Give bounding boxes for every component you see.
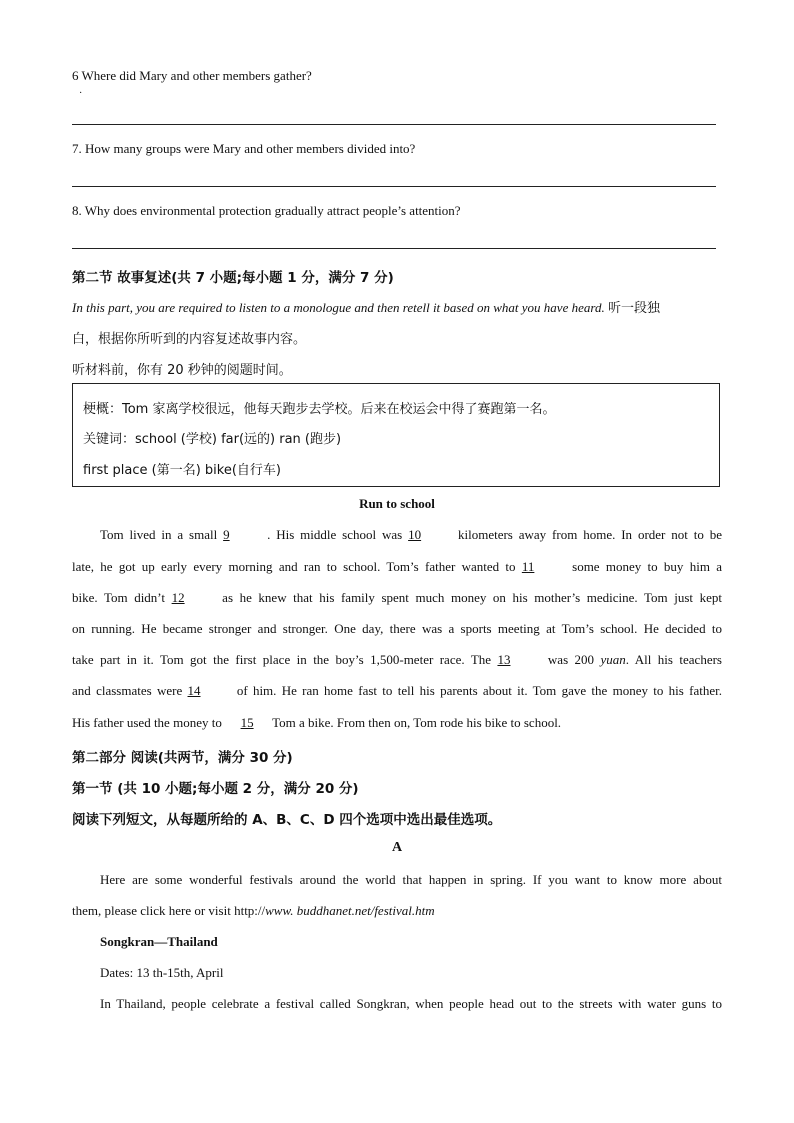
instruction-en: In this part, you are required to listen to a monologue and then retell it based on what you have heard. — [72, 300, 605, 315]
blank-15[interactable]: 15 — [240, 715, 254, 730]
story-line-7: His father used the money to 15 Tom a bike. From then on, Tom rode his bike to school. — [72, 715, 562, 730]
part2-subheading: 第一节 (共 10 小题;每小题 2 分，满分 20 分) — [72, 781, 359, 797]
part2-heading: 第二部分 阅读(共两节，满分 30 分) — [72, 750, 293, 766]
story-line-6: and classmates were 14 of him. He ran home fast to tell his parents about it. Tom gave the money to his father. — [72, 683, 722, 698]
story-title: Run to school — [359, 496, 435, 511]
answer-line-7[interactable] — [72, 186, 716, 187]
keywords-line-1: 关键词：school (学校) far(远的) ran (跑步) — [83, 432, 342, 447]
part2-instruction: 阅读下列短文，从每题所给的 A、B、C、D 四个选项中选出最佳选项。 — [72, 812, 502, 828]
festival-dates: Dates: 13 th-15th, April — [100, 965, 224, 980]
festival-name: Songkran—Thailand — [100, 934, 218, 949]
blank-14[interactable]: 14 — [187, 683, 201, 698]
question-7: 7. How many groups were Mary and other members divided into? — [72, 141, 416, 156]
intro-line-1: Here are some wonderful festivals around the world that happen in spring. If you want to know more about — [100, 872, 722, 887]
question-8: 8. Why does environmental protection gradually attract people’s attention? — [72, 203, 461, 218]
answer-line-6[interactable] — [72, 124, 716, 125]
question-6: 6 Where did Mary and other members gather? — [72, 68, 312, 83]
instruction-line-1 — [72, 297, 660, 316]
section-heading: 第二节 故事复述(共 7 小题;每小题 1 分，满分 7 分) — [72, 270, 394, 286]
instruction-zh-2: 白，根据你所听到的内容复述故事内容。 — [72, 332, 307, 347]
blank-11[interactable]: 11 — [521, 559, 535, 574]
summary-text: 梗概：Tom 家离学校很远，他每天跑步去学校。后来在校运会中得了赛跑第一名。 — [83, 402, 556, 417]
story-line-5: take part in it. Tom got the first place in the boy’s 1,500-meter race. The 13 was 200 yuan. All his teachers — [72, 652, 722, 667]
blank-13[interactable]: 13 — [497, 652, 511, 667]
prep-time: 听材料前，你有 20 秒钟的阅题时间。 — [72, 363, 292, 378]
instruction-zh-1: 听一段独 — [607, 301, 660, 316]
blank-9[interactable]: 9 — [223, 527, 230, 542]
keywords-line-2: first place (第一名) bike(自行车) — [83, 463, 281, 478]
festival-desc: In Thailand, people celebrate a festival called Songkran, when people head out to the streets with water guns to — [100, 996, 722, 1011]
summary-box — [72, 383, 720, 487]
blank-10[interactable]: 10 — [408, 527, 422, 542]
answer-line-8[interactable] — [72, 248, 716, 249]
story-line-2: late, he got up early every morning and ran to school. Tom’s father wanted to 11 some money to buy him a — [72, 559, 722, 574]
intro-line-2: them, please click here or visit http://www. buddhanet.net/festival.htm — [72, 903, 435, 918]
blank-12[interactable]: 12 — [171, 590, 185, 605]
festival-link[interactable]: www. buddhanet.net/festival.htm — [265, 903, 435, 918]
story-line-1: Tom lived in a small 9 . His middle school was 10 kilometers away from home. In order not to be — [100, 527, 723, 542]
stray-mark: · — [79, 88, 83, 99]
story-line-4: on running. He became stronger and stronger. One day, there was a sports meeting at Tom’s school. He decided to — [72, 621, 722, 636]
passage-label: A — [391, 840, 403, 855]
story-line-3: bike. Tom didn’t 12 as he knew that his family spent much money on his mother’s medicine. Tom just kept — [72, 590, 722, 605]
